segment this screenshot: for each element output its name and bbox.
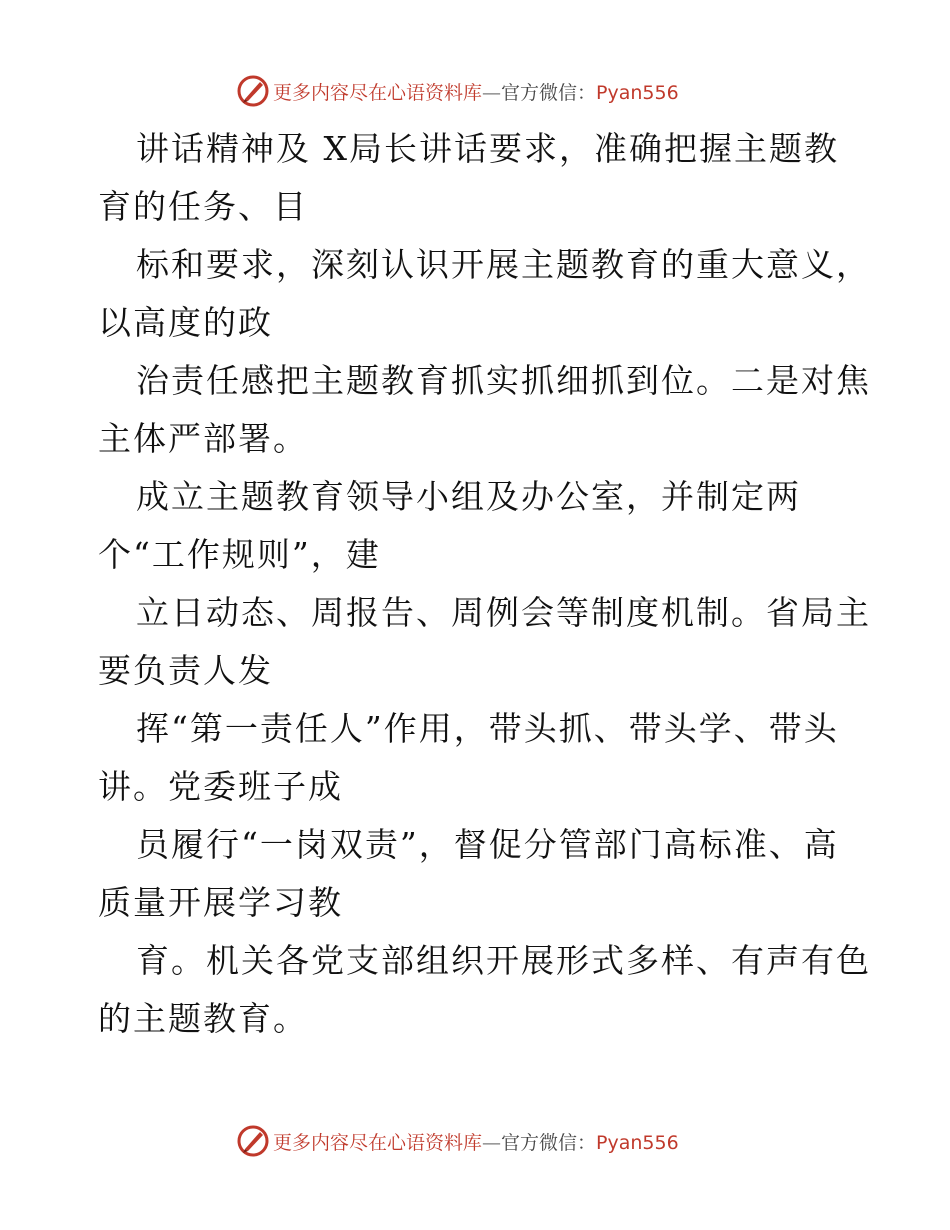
paragraph-line: 员履行“一岗双责”，督促分管部门高标准、高 xyxy=(136,825,839,864)
paragraph-line: 育的任务、目 xyxy=(98,187,308,226)
document-body xyxy=(98,120,871,1048)
watermark-wechat-label: 官方微信： xyxy=(501,81,597,104)
paragraph-line: 标和要求，深刻认识开展主题教育的重大意义， xyxy=(136,245,871,284)
paragraph-line: 主体严部署。 xyxy=(98,419,308,458)
paragraph-line: 挥“第一责任人”作用，带头抓、带头学、带头 xyxy=(136,709,839,748)
paragraph-line: 要负责人发 xyxy=(98,651,273,690)
watermark-wechat-id: Pyan556 xyxy=(596,81,679,104)
watermark-wechat-label: 官方微信： xyxy=(501,1131,597,1154)
paragraph-line: 立日动态、周报告、周例会等制度机制。省局主 xyxy=(136,593,871,632)
footer-watermark xyxy=(236,1123,679,1159)
watermark-dash: — xyxy=(482,1131,502,1154)
quill-pen-icon xyxy=(236,74,270,108)
paragraph-line: 讲话精神及 X局长讲话要求，准确把握主题教 xyxy=(136,129,839,168)
paragraph-line: 讲。党委班子成 xyxy=(98,767,343,806)
watermark-wechat-id: Pyan556 xyxy=(596,1131,679,1154)
paragraph-line: 育。机关各党支部组织开展形式多样、有声有色 xyxy=(136,941,871,980)
quill-pen-icon xyxy=(236,1124,270,1158)
watermark-site-text: 更多内容尽在心语资料库 xyxy=(273,81,483,104)
watermark-site-text: 更多内容尽在心语资料库 xyxy=(273,1131,483,1154)
paragraph-line: 质量开展学习教 xyxy=(98,883,343,922)
paragraph-line: 以高度的政 xyxy=(98,303,273,342)
watermark-dash: — xyxy=(482,81,502,104)
paragraph-line: 治责任感把主题教育抓实抓细抓到位。二是对焦 xyxy=(136,361,871,400)
paragraph-line: 个“工作规则”，建 xyxy=(98,535,381,574)
header-watermark xyxy=(236,73,679,109)
paragraph-line: 的主题教育。 xyxy=(98,999,308,1038)
paragraph-line: 成立主题教育领导小组及办公室，并制定两 xyxy=(136,477,801,516)
